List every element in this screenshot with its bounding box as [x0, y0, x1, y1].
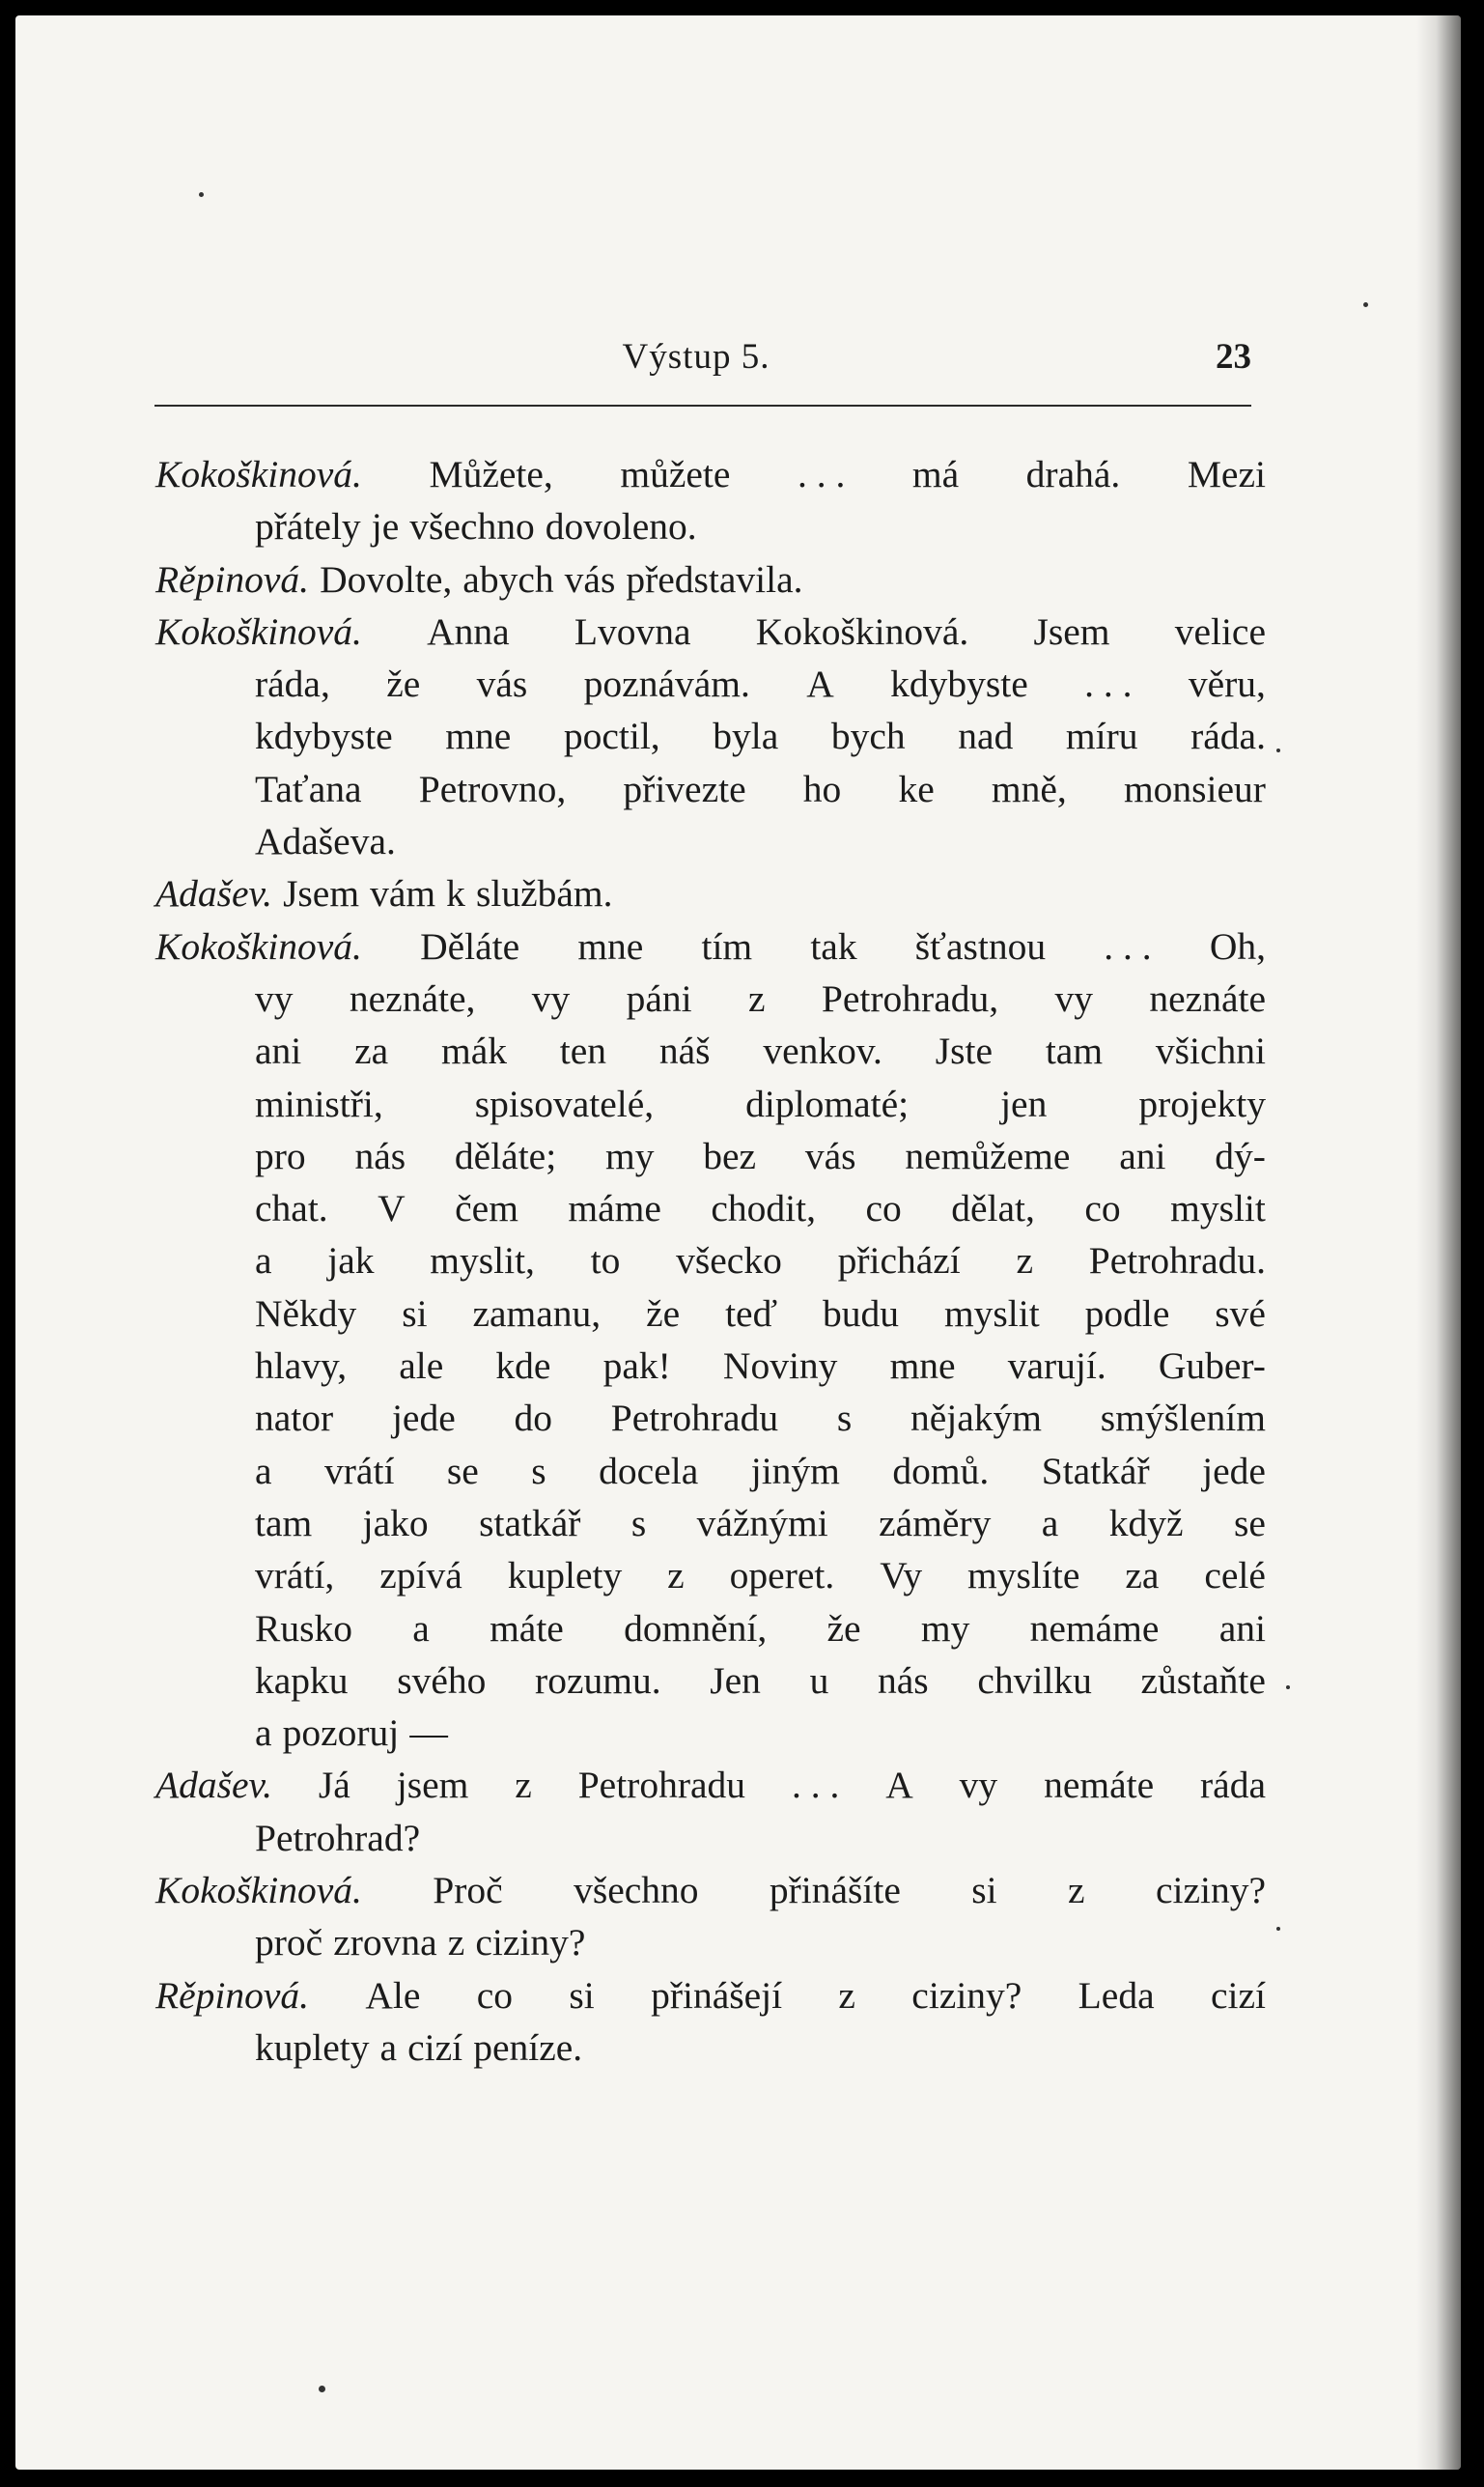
word: vrátí [324, 1449, 395, 1492]
word: z [447, 1921, 465, 1964]
word: dý- [1215, 1134, 1266, 1177]
speaker-line [155, 1759, 1266, 1811]
word: tím [701, 924, 753, 968]
speaker-name: Kokoškinová. [155, 453, 362, 495]
word: do [514, 1397, 552, 1440]
word: z [667, 1554, 685, 1597]
word: jak [327, 1239, 375, 1283]
text-line [155, 1549, 1266, 1601]
word: ciziny? [911, 1973, 1022, 2017]
text-line [155, 1602, 1266, 1654]
word: vy [1054, 976, 1093, 1020]
word: přátely [255, 505, 361, 549]
word: ani [1119, 1134, 1166, 1177]
word: abych [462, 557, 554, 601]
word: Někdy [255, 1291, 357, 1335]
word: budu [823, 1291, 900, 1335]
word: docela [599, 1449, 699, 1492]
word: kuplety [255, 2025, 370, 2069]
speaker-line [155, 1864, 1266, 1916]
word: si [971, 1869, 997, 1912]
word: jede [391, 1397, 456, 1440]
word: Anna [427, 609, 510, 653]
word: Petrohradu [610, 1397, 779, 1440]
word: nemáme [1029, 1606, 1160, 1650]
word: vás [804, 1134, 856, 1177]
word: poctil, [563, 715, 660, 758]
word: míru [1065, 715, 1138, 758]
word: jen [1000, 1082, 1048, 1125]
word: poznávám. [583, 663, 750, 706]
word: vy [255, 976, 294, 1020]
word: bez [703, 1134, 757, 1177]
word: že [826, 1606, 861, 1650]
word: všichni [1155, 1030, 1266, 1073]
word: Můžete, [429, 453, 553, 495]
word: Adaševa. [255, 820, 396, 863]
word: všechno [574, 1869, 699, 1912]
word: Rusko [255, 1606, 352, 1650]
word: Oh, [1209, 924, 1266, 968]
text-line [155, 1182, 1266, 1234]
word: ten [559, 1030, 607, 1073]
word: pak! [602, 1344, 671, 1388]
word: peníze. [473, 2025, 583, 2069]
speaker-name: Kokoškinová. [155, 1869, 362, 1912]
word: co [1084, 1187, 1121, 1230]
word: šťastnou [914, 924, 1047, 968]
word: tak [810, 924, 857, 968]
word: a [379, 2025, 398, 2069]
word: jede [1202, 1449, 1266, 1492]
word: Jste [935, 1030, 993, 1073]
word: z [1016, 1239, 1034, 1283]
word: dovoleno. [545, 505, 697, 549]
word: statkář [479, 1501, 581, 1544]
word: čem [455, 1187, 518, 1230]
page-edge-shadow [1416, 15, 1461, 2470]
word: Guber- [1158, 1344, 1266, 1388]
word: domů. [892, 1449, 990, 1492]
word: když [1108, 1501, 1184, 1544]
word: vy [531, 976, 571, 1020]
play-text [155, 448, 1266, 2074]
word: cizí [407, 2025, 463, 2069]
word: nad [958, 715, 1014, 758]
word: . . . [797, 453, 846, 495]
word: kapku [255, 1658, 349, 1702]
word: teď [725, 1291, 778, 1335]
page-header [141, 336, 1251, 402]
word: tam [255, 1501, 313, 1544]
word: my [604, 1134, 655, 1177]
word: ho [802, 767, 842, 810]
print-speck [1286, 1685, 1290, 1689]
word: ráda [1200, 1764, 1266, 1807]
word: Petrohrad? [255, 1816, 421, 1859]
speaker-line [155, 1969, 1266, 2021]
word: myslit, [430, 1239, 535, 1283]
word: velice [1174, 609, 1266, 653]
speaker-name: Kokoškinová. [155, 609, 362, 653]
word: — [409, 1711, 448, 1755]
word: vrátí, [255, 1554, 335, 1597]
word: ale [399, 1344, 444, 1388]
speaker-name: Kokoškinová. [155, 924, 362, 968]
word: ráda, [255, 663, 330, 706]
word: mne [445, 715, 512, 758]
word: vás [476, 663, 528, 706]
word: páni [626, 976, 692, 1020]
word: z [515, 1764, 532, 1807]
print-speck [319, 2386, 325, 2392]
word: Statkář [1041, 1449, 1150, 1492]
word: nás [878, 1658, 929, 1702]
word: Kokoškinová. [755, 609, 969, 653]
word: Ale [365, 1973, 421, 2017]
word: vážnými [696, 1501, 828, 1544]
word: má [911, 453, 960, 495]
text-line [155, 1130, 1266, 1182]
word: neznáte, [349, 976, 476, 1020]
print-speck [1363, 302, 1368, 307]
word: cizí [1210, 1973, 1266, 2017]
word: V [378, 1187, 406, 1230]
word: ani [1218, 1606, 1266, 1650]
text-line [155, 1287, 1266, 1340]
word: ciziny? [475, 1921, 586, 1964]
word: záměry [879, 1501, 992, 1544]
word: přivezte [623, 767, 746, 810]
text-line [155, 1916, 1266, 1968]
word: a [1041, 1501, 1059, 1544]
speaker-name: Adašev. [155, 1764, 273, 1807]
word: kdybyste [255, 715, 393, 758]
word: Vy [880, 1554, 923, 1597]
word: A [806, 663, 834, 706]
word: z [838, 1973, 855, 2017]
word: Petrovno, [418, 767, 567, 810]
text-line [155, 658, 1266, 710]
word: jiným [750, 1449, 840, 1492]
page-number: 23 [1216, 337, 1251, 377]
word: zpívá [379, 1554, 462, 1597]
word: děláte; [454, 1134, 557, 1177]
text-line [155, 500, 1266, 552]
word: Lvovna [574, 609, 691, 653]
header-rule [154, 405, 1251, 407]
word: kde [495, 1344, 551, 1388]
word: Leda [1078, 1973, 1155, 2017]
word: Noviny [722, 1344, 838, 1388]
word: rozumu. [535, 1658, 661, 1702]
book-page [15, 15, 1461, 2470]
word: mně, [991, 767, 1067, 810]
word: si [569, 1973, 595, 2017]
word: nemáte [1044, 1764, 1155, 1807]
text-line [155, 1654, 1266, 1707]
word: a [412, 1606, 430, 1650]
word: co [865, 1187, 902, 1230]
word: s [630, 1501, 647, 1544]
word: ráda. [1190, 715, 1266, 758]
speaker-line [155, 553, 1266, 606]
word: vy [959, 1764, 998, 1807]
word: Taťana [255, 767, 362, 810]
word: se [1234, 1501, 1266, 1544]
speaker-line [155, 606, 1266, 658]
word: tam [1045, 1030, 1104, 1073]
word: jsem [396, 1764, 469, 1807]
print-speck [1276, 1927, 1280, 1931]
word: Mezi [1187, 453, 1266, 495]
text-line [155, 973, 1266, 1025]
word: proč [255, 1921, 323, 1964]
word: celé [1204, 1554, 1266, 1597]
word: chodit, [711, 1187, 816, 1230]
text-line [155, 1025, 1266, 1077]
word: zamanu, [472, 1291, 602, 1335]
word: Já [318, 1764, 350, 1807]
word: u [809, 1658, 829, 1702]
text-line [155, 2021, 1266, 2074]
word: monsieur [1123, 767, 1266, 810]
text-line [155, 710, 1266, 762]
word: přinášíte [769, 1869, 901, 1912]
running-head: Výstup 5. [622, 337, 770, 377]
word: s [531, 1449, 546, 1492]
word: Jen [710, 1658, 761, 1702]
word: Proč [433, 1869, 503, 1912]
word: své [1215, 1291, 1266, 1335]
word: nator [255, 1397, 334, 1440]
word: všecko [676, 1239, 782, 1283]
word: pozoruj [282, 1711, 400, 1755]
word: a [255, 1239, 272, 1283]
word: s [836, 1397, 853, 1440]
word: diplomaté; [745, 1082, 910, 1125]
word: ciziny? [1155, 1869, 1266, 1912]
speaker-name: Adašev. [155, 872, 273, 916]
word: svého [397, 1658, 487, 1702]
word: věru, [1188, 663, 1266, 706]
word: z [748, 976, 766, 1020]
word: a [255, 1449, 272, 1492]
word: drahá. [1025, 453, 1121, 495]
word: se [446, 1449, 479, 1492]
word: bych [830, 715, 906, 758]
word: varují. [1007, 1344, 1106, 1388]
word: myslit [1170, 1187, 1266, 1230]
word: všechno [409, 505, 535, 549]
text-line [155, 1497, 1266, 1549]
text-line [155, 815, 1266, 867]
word: Petrohradu [577, 1764, 746, 1807]
word: k [446, 872, 465, 916]
word: projekty [1138, 1082, 1266, 1125]
word: mne [577, 924, 644, 968]
speaker-line [155, 920, 1266, 973]
text-line [155, 1234, 1266, 1286]
word: přichází [837, 1239, 961, 1283]
text-line [155, 1445, 1266, 1497]
word: vám [370, 872, 436, 916]
word: přinášejí [651, 1973, 783, 2017]
speaker-name: Rěpinová. [155, 1973, 310, 2017]
word: . . . [1104, 924, 1152, 968]
word: kdybyste [890, 663, 1028, 706]
word: za [1125, 1554, 1160, 1597]
word: chat. [255, 1187, 328, 1230]
word: to [590, 1239, 621, 1283]
speaker-line [155, 867, 1266, 919]
word: spisovatelé, [474, 1082, 655, 1125]
word: A [885, 1764, 913, 1807]
word: z [1068, 1869, 1085, 1912]
print-speck [1276, 749, 1280, 752]
word: Jsem [283, 872, 360, 916]
word: mák [440, 1030, 507, 1073]
text-line [155, 1812, 1266, 1864]
word: máme [568, 1187, 661, 1230]
word: nějakým [910, 1397, 1043, 1440]
word: Petrohradu. [1088, 1239, 1266, 1283]
word: hlavy, [255, 1344, 348, 1388]
word: chvilku [977, 1658, 1092, 1702]
word: kuplety [507, 1554, 623, 1597]
word: podle [1084, 1291, 1170, 1335]
text-line [155, 763, 1266, 815]
word: Petrohradu, [821, 976, 999, 1020]
word: my [920, 1606, 970, 1650]
word: zůstaňte [1140, 1658, 1266, 1702]
speaker-line [155, 448, 1266, 500]
text-line [155, 1340, 1266, 1392]
word: myslit [943, 1291, 1040, 1335]
word: neznáte [1149, 976, 1266, 1020]
text-line [155, 1078, 1266, 1130]
word: můžete [620, 453, 731, 495]
word: co [476, 1973, 514, 2017]
word: Dovolte, [320, 557, 453, 601]
word: . . . [1084, 663, 1133, 706]
word: Jsem [1033, 609, 1110, 653]
word: je [371, 505, 400, 549]
word: smýšlením [1100, 1397, 1266, 1440]
print-speck [199, 192, 204, 197]
text-line [155, 1707, 1266, 1759]
word: mne [889, 1344, 956, 1388]
word: nemůžeme [905, 1134, 1071, 1177]
word: operet. [729, 1554, 835, 1597]
word: náš [658, 1030, 711, 1073]
word: zrovna [333, 1921, 437, 1964]
word: představila. [626, 557, 803, 601]
word: domnění, [624, 1606, 768, 1650]
word: za [354, 1030, 389, 1073]
word: . . . [791, 1764, 840, 1807]
word: že [386, 663, 421, 706]
word: máte [490, 1606, 564, 1650]
word: byla [713, 715, 779, 758]
word: nás [354, 1134, 406, 1177]
word: venkov. [763, 1030, 882, 1073]
word: službám. [475, 872, 613, 916]
text-line [155, 1392, 1266, 1444]
word: že [646, 1291, 681, 1335]
word: jako [362, 1501, 429, 1544]
word: a [255, 1711, 272, 1755]
word: si [402, 1291, 428, 1335]
word: ani [255, 1030, 302, 1073]
word: myslíte [967, 1554, 1080, 1597]
word: ministři, [255, 1082, 383, 1125]
speaker-name: Rěpinová. [155, 557, 310, 601]
word: dělat, [951, 1187, 1035, 1230]
word: Děláte [420, 924, 520, 968]
word: ke [898, 767, 935, 810]
word: vás [564, 557, 616, 601]
word: pro [255, 1134, 306, 1177]
